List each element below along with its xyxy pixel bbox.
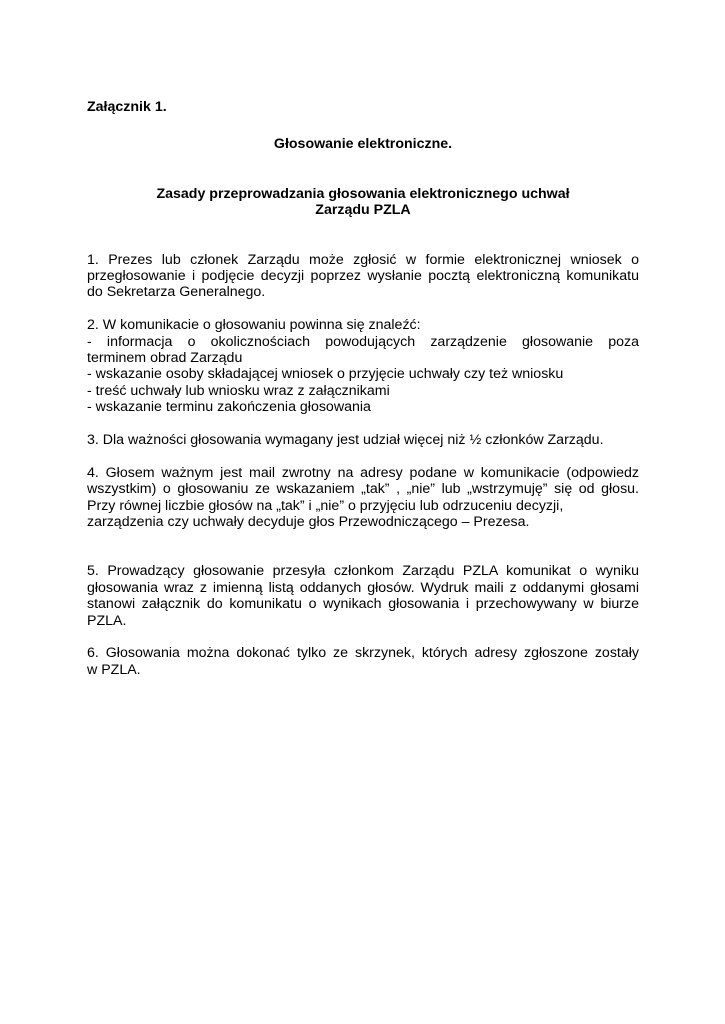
paragraph-6-line-1: 6. Głosowania można dokonać tylko ze skrzynek, których adresy zgłoszone zostały bbox=[87, 645, 639, 662]
paragraph-4-line-3: Przy równej liczbie głosów na „tak” i „nie” o przyjęciu lub odrzuceniu decyzji, bbox=[87, 497, 564, 514]
paragraph-6 bbox=[87, 645, 639, 678]
paragraph-4-line-4: zarządzenia czy uchwały decyduje głos Przewodniczącego – Prezesa. bbox=[87, 514, 530, 531]
paragraph-4-line-2: wszystkim) o głosowaniu ze wskazaniem „tak” , „nie” lub „wstrzymuję” się od głosu. bbox=[87, 481, 639, 498]
paragraph-2-item-3: - treść uchwały lub wniosku wraz z załącznikami bbox=[87, 382, 390, 399]
paragraph-gap-double bbox=[87, 530, 639, 563]
subtitle-line-2: Zarządu PZLA bbox=[315, 202, 411, 219]
paragraph-gap bbox=[87, 448, 639, 464]
paragraph-2-intro: 2. W komunikacie o głosowaniu powinna się znaleźć: bbox=[87, 317, 421, 334]
paragraph-gap bbox=[87, 629, 639, 645]
paragraph-3-line-1: 3. Dla ważności głosowania wymagany jest udział więcej niż ½ członków Zarządu. bbox=[87, 432, 604, 449]
document-subtitle bbox=[87, 186, 639, 219]
paragraph-2-item-2: - wskazanie osoby składającej wniosek o przyjęcie uchwały czy też wniosku bbox=[87, 366, 564, 383]
subtitle-line-1: Zasady przeprowadzania głosowania elektronicznego uchwał bbox=[156, 185, 570, 202]
paragraph-4 bbox=[87, 465, 639, 531]
paragraph-5-line-2: głosowania wraz z imienną listą oddanych głosów. Wydruk maili z oddanymi głosami bbox=[87, 579, 639, 596]
paragraph-2-item-4: - wskazanie terminu zakończenia głosowania bbox=[87, 399, 371, 416]
paragraph-5-line-1: 5. Prowadzący głosowanie przesyła członkom Zarządu PZLA komunikat o wyniku bbox=[87, 563, 639, 580]
paragraph-1-line-1: 1. Prezes lub członek Zarządu może zgłosić w formie elektronicznej wniosek o bbox=[87, 251, 639, 268]
paragraph-2 bbox=[87, 317, 639, 415]
paragraph-1-line-2: przegłosowanie i podjęcie decyzji poprzez wysłanie pocztą elektroniczną komunikatu bbox=[87, 268, 639, 285]
paragraph-2-item-1-line-1: - informacja o okolicznościach powodujących zarządzenie głosowanie poza bbox=[87, 333, 639, 350]
paragraph-gap bbox=[87, 416, 639, 432]
paragraph-3 bbox=[87, 432, 639, 448]
paragraph-1-line-3: do Sekretarza Generalnego. bbox=[87, 284, 266, 301]
paragraph-5 bbox=[87, 563, 639, 629]
paragraph-gap bbox=[87, 301, 639, 317]
paragraph-5-line-4: PZLA. bbox=[87, 612, 127, 629]
document-body bbox=[87, 99, 639, 678]
paragraph-1 bbox=[87, 252, 639, 301]
paragraph-4-line-1: 4. Głosem ważnym jest mail zwrotny na adresy podane w komunikacie (odpowiedz bbox=[87, 464, 639, 481]
paragraph-2-item-1-line-2: terminem obrad Zarządu bbox=[87, 350, 243, 367]
paragraph-5-line-3: stanowi załącznik do komunikatu o wynikach głosowania i przechowywany w biurze bbox=[87, 596, 639, 613]
annex-label: Załącznik 1. bbox=[87, 99, 167, 115]
document-title: Głosowanie elektroniczne. bbox=[273, 136, 453, 153]
paragraph-6-line-2: w PZLA. bbox=[87, 661, 141, 678]
